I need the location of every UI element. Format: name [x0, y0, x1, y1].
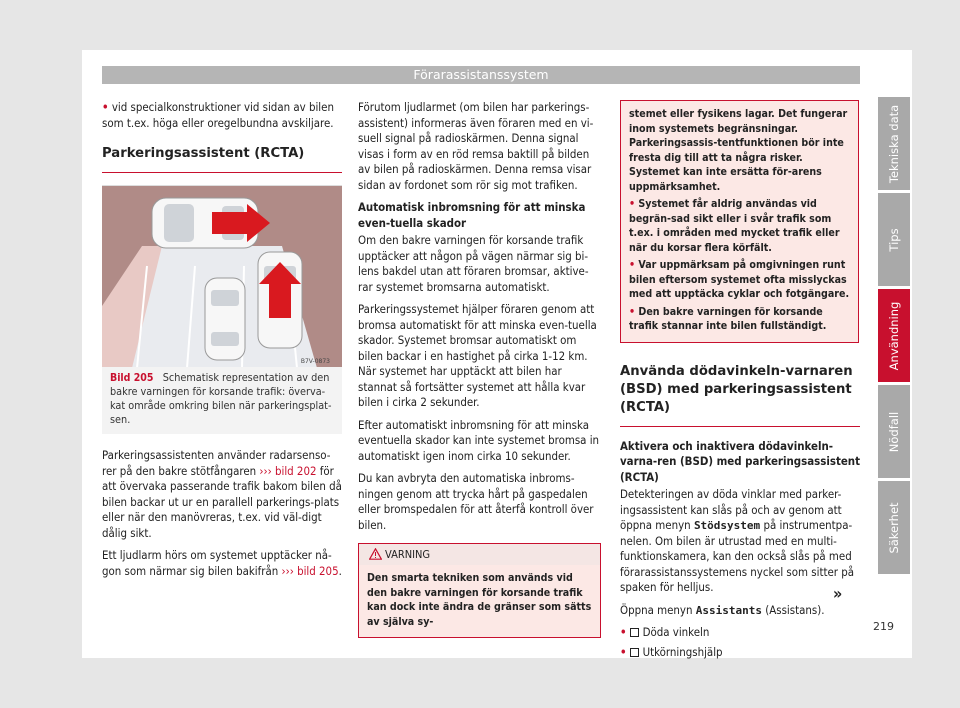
checkbox-icon — [630, 648, 639, 657]
column-3 — [620, 100, 860, 667]
paragraph-brake-timeout: Efter automatiskt inbromsning för att minska eventuella skador kan inte systemet bromsa in automatiskt igen inom cirka 10 sekunder. — [358, 417, 600, 463]
figure-label: Bild 205 — [110, 372, 154, 384]
paragraph-activate-menu: Detekteringen av döda vinklar med parker-ingsassistent kan slås på och av genom att öppna menyn Stödsystem på instrumentpa-nelen. Om bilen är utrustad med en multi-funktionskamera, kan den också slås på med förarassistanssystemens nyckel som sitter på spaken för helljus. — [620, 487, 855, 594]
tab-sakerhet[interactable]: Säkerhet — [878, 481, 910, 574]
page-number: 219 — [873, 620, 894, 633]
tab-tekniska-data[interactable]: Tekniska data — [878, 97, 910, 190]
checkbox-icon — [630, 628, 639, 637]
paragraph-brake-speed: Parkeringssystemet hjälper föraren genom att bromsa automatiskt för att minska even-tuella skador. Systemet bromsar automatiskt om bilen backar i en hastighet på cirka 1-12 km. När systemet har upptäckt att bilen har stannat så fortsätter systemet att hålla kvar bilen i cirka 2 sekunder. — [358, 302, 597, 409]
subheading-auto-braking: Automatisk inbromsning för att minska even-tuella skador — [358, 200, 586, 230]
warning-bullet: • Systemet får aldrig användas vid begrän-sad sikt eller i svår trafik som t.ex. i områden med mycket trafik eller när du korsar flera körfält. — [629, 198, 840, 254]
tab-tips[interactable]: Tips — [878, 193, 910, 286]
warning-bullet: • Var uppmärksam på omgivningen runt bilen eftersom systemet ofta misslyckas med att upptäcka cyklar och fotgängare. — [629, 259, 850, 300]
figure-205 — [102, 185, 342, 367]
tab-anvandning[interactable]: Användning — [878, 289, 910, 382]
parking-illustration — [102, 186, 342, 367]
warning-triangle-icon — [369, 548, 382, 560]
tab-nodfall[interactable]: Nödfall — [878, 385, 910, 478]
warning-continuation-text: stemet eller fysikens lagar. Det fungerar inom systemets begränsningar. Parkeringsassis-tentfunktionen bör inte fresta dig till att ta några risker. Systemet kan inte ersätta för-arens uppmärksamhet. — [629, 108, 848, 193]
warning-header — [359, 544, 600, 565]
option-item: • Utkörningshjälp — [620, 644, 723, 659]
paragraph-cancel-braking: Du kan avbryta den automatiska inbroms-ningen genom att trycka hårt på gaspedalen eller bromspedalen för att återfå kontroll över bilen. — [358, 471, 594, 532]
paragraph-alarm: Ett ljudlarm hörs om systemet upptäcker nå-gon som närmar sig bilen bakifrån ››› bild 205. — [102, 548, 342, 578]
bullet-icon: • — [102, 100, 109, 114]
section-title-bsd: Använda dödavinkeln-varnaren (BSD) med parkeringsassistent (RCTA) — [620, 363, 860, 427]
menu-assistants: Assistants — [695, 603, 762, 617]
option-item: • Döda vinkeln — [620, 625, 710, 639]
figure-code: B7V-0873 — [300, 358, 330, 365]
menu-stodsystem: Stödsystem — [693, 519, 761, 532]
warning-text: Den smarta tekniken som används vid den bakre varningen för korsande trafik kan dock inte ändra de gränser som sätts av själva sy- — [359, 565, 600, 637]
bullet-icon: • — [629, 198, 636, 210]
running-header: Förarassistanssystem — [102, 66, 860, 84]
subheading-activate-bsd: Aktivera och inaktivera dödavinkeln-varna-ren (BSD) med parkeringsassistent (RCTA) — [620, 438, 860, 484]
section-title-rcta: Parkeringsassistent (RCTA) — [102, 145, 342, 173]
side-tabs — [878, 97, 910, 577]
bullet-icon: • — [620, 625, 627, 639]
warning-box — [358, 543, 601, 638]
paragraph-auto-brake: Om den bakre varningen för korsande trafik upptäcker att någon på vägen närmar sig bi-lens bakdel utan att föraren bromsar, aktive-rar systemet bromsarna automatiskt. — [358, 233, 589, 294]
column-2 — [358, 100, 601, 638]
bullet-icon: • — [629, 305, 636, 318]
bullet-icon: • — [629, 259, 636, 271]
column-1 — [102, 100, 342, 586]
bullet-icon: • — [620, 644, 627, 659]
figure-caption — [102, 367, 342, 434]
link-bild-202[interactable]: ››› bild 202 — [259, 463, 317, 478]
bullet-paragraph: • vid specialkonstruktioner vid sidan av bilen som t.ex. höga eller oregelbundna avskiljare. — [102, 100, 334, 130]
warning-bullet: • Den bakre varningen för korsande trafik stannar inte bilen fullständigt. — [629, 305, 827, 332]
warning-label: VARNING — [385, 548, 431, 561]
paragraph-visual-signal: Förutom ljudlarmet (om bilen har parkerings-assistent) informeras även föraren med en vi-suell signal på radioskärmen. Denna signal visas i form av en röd remsa baktill på bilden av bilen på radioskärmen. Denna remsa visar sidan av fordonet som rör sig mot trafiken. — [358, 100, 594, 192]
figure-caption-text: Schematisk representation av den bakre varningen för korsande trafik: överva-kat område omkring bilen när parkeringsplat-sen. — [110, 371, 332, 426]
continue-arrow-icon: » — [833, 584, 843, 603]
paragraph-open-assistants: Öppna menyn Assistants (Assistans). — [620, 602, 825, 617]
warning-continuation-box — [620, 100, 859, 343]
link-bild-205[interactable]: ››› bild 205 — [281, 563, 339, 578]
paragraph-radar: Parkeringsassistenten använder radarsenso-rer på den bakre stötfångaren ››› bild 202 för att övervaka passerande trafik bakom bilen då bilen backar ut ur en parallell parkerings-plats eller när den manövreras, t.ex. vid väl-digt dålig sikt. — [102, 448, 342, 540]
